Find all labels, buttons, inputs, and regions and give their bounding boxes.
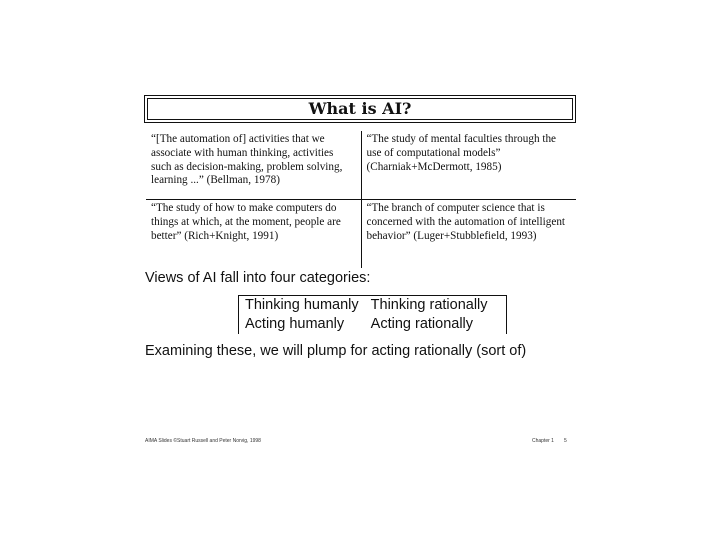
definitions-table (146, 131, 576, 268)
table-row (239, 296, 507, 316)
definition-charniak: “The study of mental faculties through the use of computational models” (Charniak+McDermott, 1985) (361, 131, 576, 200)
definition-luger: “The branch of computer science that is concerned with the automation of intelligent behavior” (Luger+Stubblefield, 1993) (361, 200, 576, 269)
category-acting-humanly: Acting humanly (239, 315, 365, 334)
definition-rich-knight: “The study of how to make computers do things at which, at the moment, people are better” (Rich+Knight, 1991) (146, 200, 361, 269)
category-thinking-rationally: Thinking rationally (365, 296, 506, 316)
examining-text: Examining these, we will plump for acting rationally (sort of) (145, 343, 527, 359)
footer-copyright: AIMA Slides ©Stuart Russell and Peter Norvig, 1998 (145, 438, 261, 444)
table-row (239, 315, 507, 334)
category-thinking-humanly: Thinking humanly (239, 296, 365, 316)
categories-table (238, 295, 507, 334)
slide-title: What is AI? (147, 98, 573, 120)
definition-bellman: “[The automation of] activities that we associate with human thinking, activities such as decision-making, problem solving, learning ...” (Bellman, 1978) (146, 131, 361, 200)
category-acting-rationally: Acting rationally (365, 315, 506, 334)
table-row (146, 200, 576, 269)
footer-chapter-label: Chapter 1 (532, 438, 554, 444)
footer-page-number: 5 (563, 438, 567, 444)
views-text: Views of AI fall into four categories: (145, 270, 371, 286)
footer-chapter (532, 438, 567, 444)
table-row (146, 131, 576, 200)
